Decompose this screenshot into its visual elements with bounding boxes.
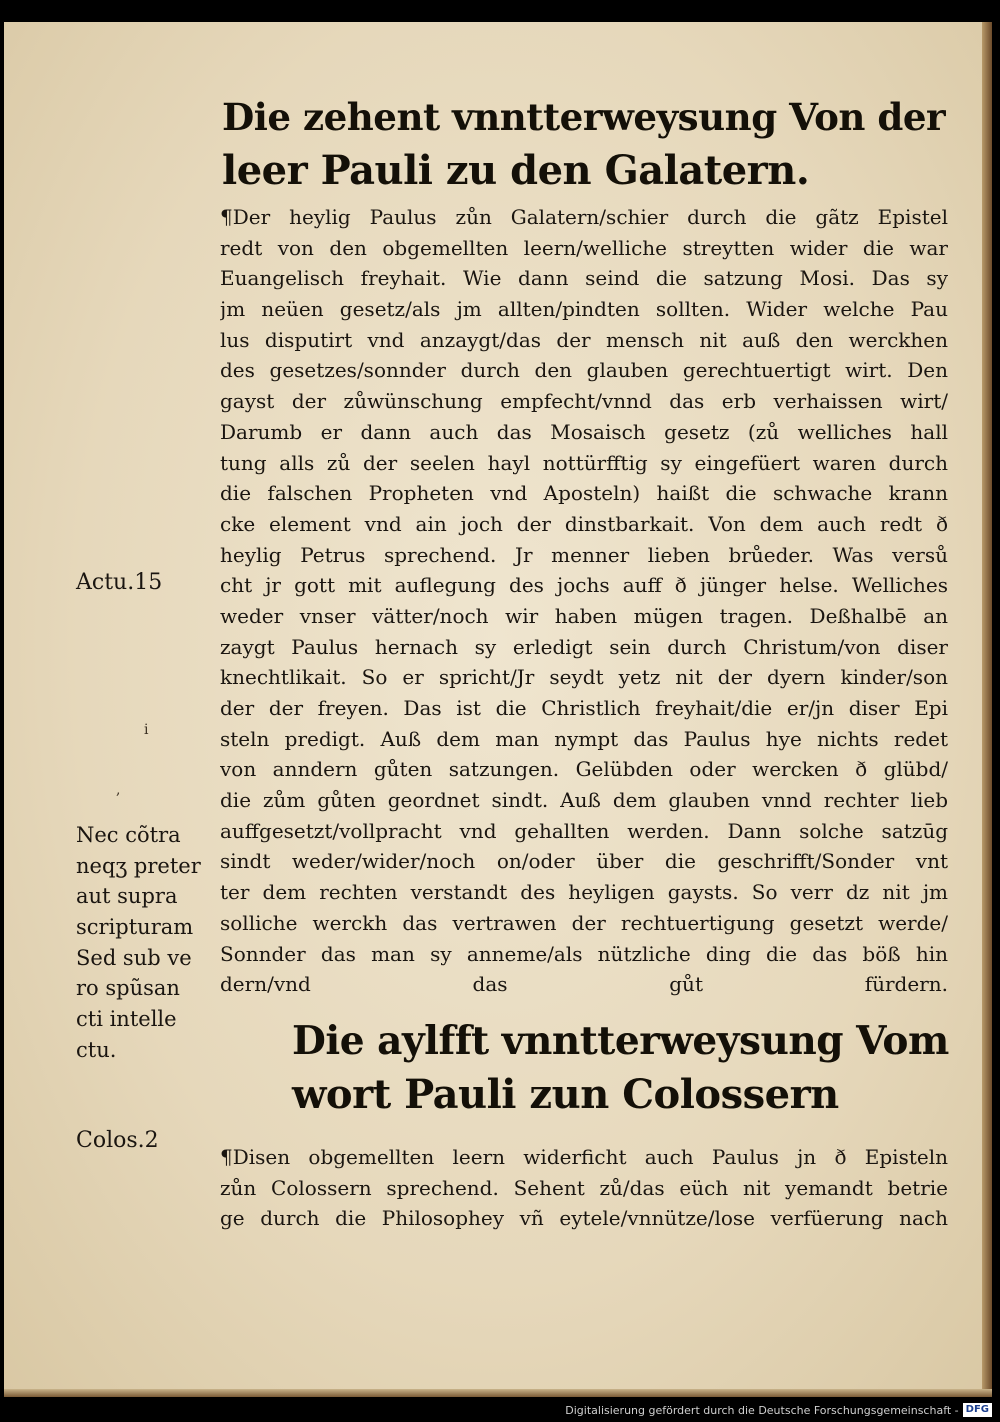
text-line: knechtlikait. So er spricht/Jr seydt yetz nit der dyern kinder/son	[220, 665, 948, 690]
text-line: ¶Der heylig Paulus zůn Galatern/schier durch die gãtz Epistel	[220, 205, 948, 229]
text-line: redt von den obgemellten leern/welliche streytten wider die war	[220, 235, 948, 260]
text-line: des gesetzes/sonnder durch den glauben gerechtuertigt wirt. Den	[220, 358, 948, 383]
text-line: Darumb er dann auch das Mosaisch gesetz (zů welliches hall	[220, 419, 948, 444]
heading-line: wort Pauli zun Colossern	[292, 1071, 839, 1118]
margin-note-colos: Colos.2	[76, 1128, 159, 1153]
footer-text: Digitalisierung gefördert durch die Deutsche Forschungsgemeinschaft -	[565, 1403, 959, 1417]
margin-line: Nec cõtra	[76, 823, 181, 847]
book-page	[4, 22, 992, 1397]
page-edge-bottom	[4, 1389, 992, 1397]
text-line: die falschen Propheten vnd Aposteln) haißt die schwache krann	[220, 481, 948, 506]
text-line: die zům gůten geordnet sindt. Auß dem glauben vnnd rechter lieb	[220, 788, 948, 813]
margin-line: cti intelle	[76, 1007, 177, 1032]
text-line: Sonnder das man sy anneme/als nützliche ding die das böß hin	[220, 941, 948, 966]
dfg-logo: DFG	[963, 1403, 992, 1417]
margin-line: ro spũsan	[76, 976, 180, 1001]
digitization-credit	[565, 1400, 992, 1420]
margin-line: aut supra	[76, 884, 178, 909]
margin-note-nec-contra	[76, 820, 216, 1066]
ink-mark: ,	[116, 782, 121, 798]
text-line: ter dem rechten verstandt des heyligen gaysts. So verr dz nit jm	[220, 880, 948, 905]
heading-line: Die aylfft vnntterweysung Vom	[292, 1018, 949, 1064]
margin-line: ctu.	[76, 1037, 117, 1062]
text-line: ge durch die Philosophey vñ eytele/vnnütze/lose verfüerung nach	[220, 1206, 948, 1231]
text-line: solliche werckh das vertrawen der rechtuertigung gesetzt werde/	[220, 910, 948, 935]
chapter-heading-tenth	[222, 90, 962, 198]
text-line: dern/vnd das gůt fürdern.	[220, 972, 948, 997]
text-line: ¶Disen obgemellten leern widerficht auch Paulus jn ð Episteln	[220, 1145, 948, 1169]
text-line: Euangelisch freyhait. Wie dann seind die satzung Mosi. Das sy	[220, 266, 948, 291]
text-line: cht jr gott mit auflegung des jochs auff ð jünger helse. Welliches	[220, 573, 948, 598]
heading-line: Die zehent vnntterweysung Von der	[222, 95, 946, 139]
text-line: cke element vnd ain joch der dinstbarkait. Von dem auch redt ð	[220, 511, 948, 536]
paragraph-colossians	[220, 1142, 948, 1234]
text-line: steln predigt. Auß dem man nympt das Paulus hye nichts redet	[220, 726, 948, 751]
chapter-heading-eleventh	[292, 1014, 962, 1122]
text-line: auffgesetzt/vollpracht vnd gehallten werden. Dann solche satzūg	[220, 818, 948, 843]
text-line: lus disputirt vnd anzaygt/das der mensch nit auß den werckhen	[220, 327, 948, 352]
text-line: der der freyen. Das ist die Christlich freyhait/die er/jn diser Epi	[220, 696, 948, 720]
text-line: jm neüen gesetz/als jm allten/pindten sollten. Wider welche Pau	[220, 297, 948, 322]
margin-line: Sed sub ve	[76, 945, 192, 970]
heading-line: leer Pauli zu den Galatern.	[222, 147, 810, 194]
text-line: heylig Petrus sprechend. Jr menner lieben brůeder. Was versů	[220, 542, 948, 567]
margin-line: neqʒ preter	[76, 853, 201, 878]
margin-note-actu: Actu.15	[76, 570, 163, 595]
text-line: sindt weder/wider/noch on/oder über die geschrifft/Sonder vnt	[220, 849, 948, 874]
text-line: zůn Colossern sprechend. Sehent zů/das eüch nit yemandt betrie	[220, 1175, 948, 1200]
text-line: gayst der zůwünschung empfecht/vnnd das erb verhaissen wirt/	[220, 389, 948, 414]
text-line: tung alls zů der seelen hayl nottürfftig sy eingefüert waren durch	[220, 450, 948, 475]
ink-mark: i	[144, 722, 149, 738]
margin-line: scripturam	[76, 915, 194, 940]
paragraph-galatians	[220, 202, 948, 1000]
text-line: von anndern gůten satzungen. Gelübden oder wercken ð glübd/	[220, 757, 948, 782]
text-line: weder vnser vätter/noch wir haben mügen tragen. Deßhalbē an	[220, 603, 948, 628]
page-edge-right	[982, 22, 992, 1397]
text-line: zaygt Paulus hernach sy erledigt sein durch Christum/von diser	[220, 634, 948, 659]
